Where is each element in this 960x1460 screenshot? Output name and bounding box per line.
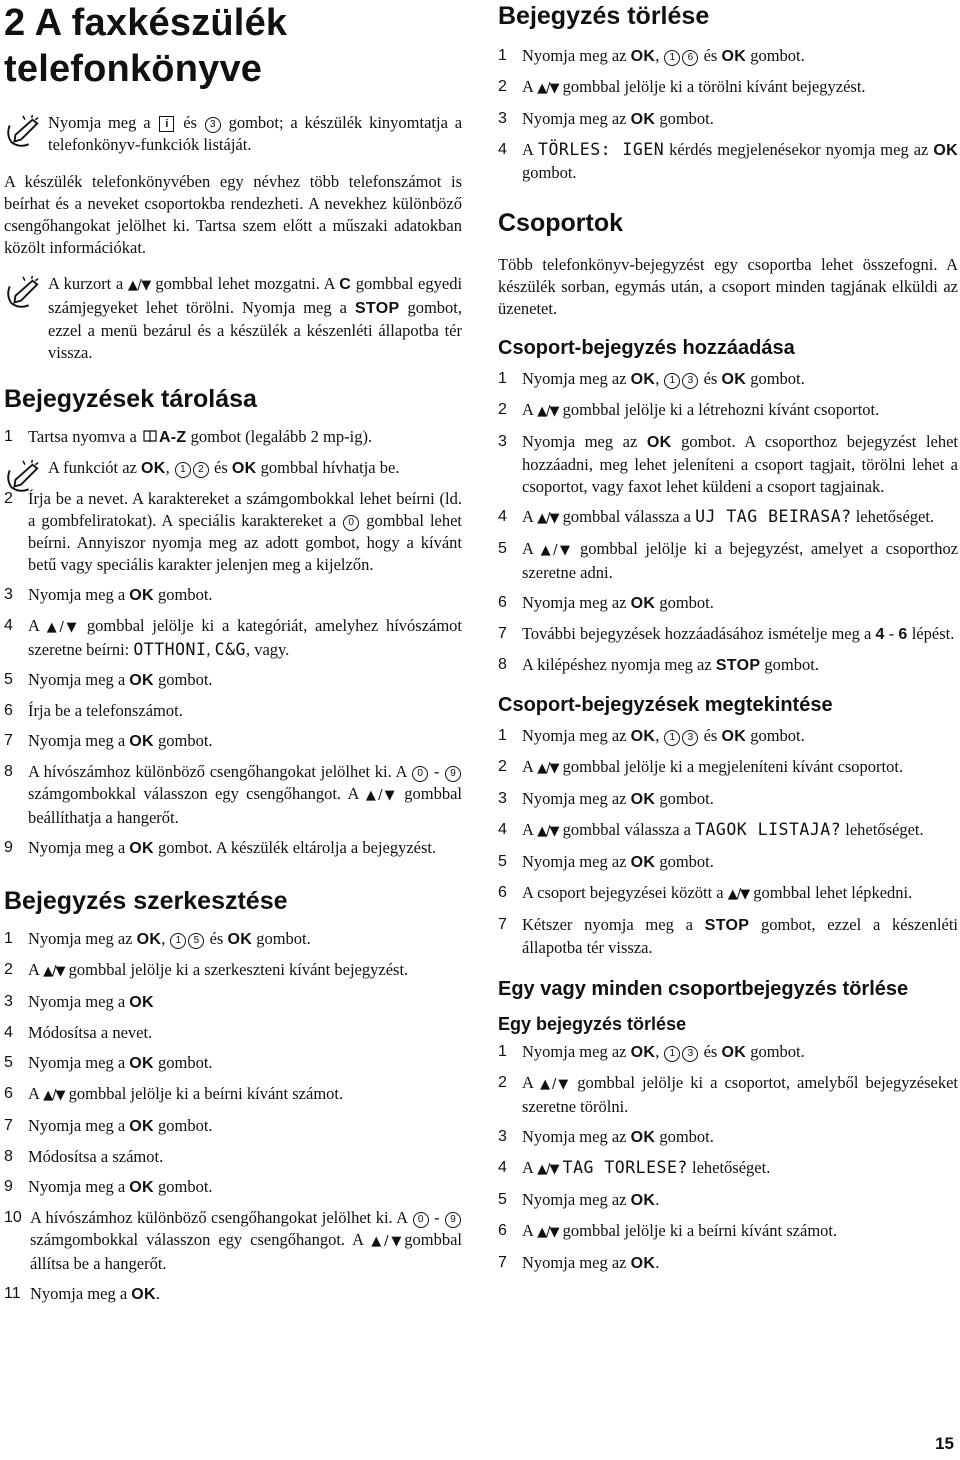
list-item: 1 Nyomja meg az OK, 1 5 és OK gombot.: [4, 929, 311, 948]
list-item: 5 Nyomja meg az OK.: [498, 1190, 660, 1209]
edit-steps: [4, 928, 462, 1306]
section-delgroup-heading: Egy vagy minden csoportbejegyzés törlése: [498, 978, 909, 1000]
list-item: 8 Módosítsa a számot.: [4, 1147, 164, 1166]
up-down-arrow-icon: ▲/▼: [537, 81, 559, 96]
list-item: 3 Nyomja meg a OK: [4, 992, 154, 1011]
section-view-heading: Csoport-bejegyzések megtekintése: [498, 694, 833, 716]
delete-steps: [498, 45, 958, 184]
delgroup-steps: [498, 1041, 958, 1275]
list-item: 7 Nyomja meg a OK gombot.: [4, 731, 213, 750]
up-down-arrow-icon: ▲/▼: [43, 1088, 65, 1103]
section-delete-heading: Bejegyzés törlése: [498, 2, 710, 30]
pencil-note-icon: [4, 114, 42, 150]
list-item: 1 Nyomja meg az OK, 1 3 és OK gombot.: [498, 369, 805, 388]
key-3-icon: 3: [205, 117, 221, 133]
tip-cursor: A kurzort a ▲/▼ gombbal lehet mozgatni. A C gombbal egyedi számjegyeket lehet törölni. Nyomja meg a STOP gombot, ezzel a menü bezárul és a készülék a készenléti állapotba tér vissza.: [4, 273, 462, 364]
up-down-arrow-icon: ▲/▼: [43, 964, 65, 979]
list-item: 2 Írja be a nevet. A karaktereket a számgombokkal lehet beírni (ld. a gombfeliratokat). A speciális karaktereket a 0 gombbal lehet beírni. Annyiszor nyomja meg az adott gombot, hogy a kívánt betű vagy speciális karakter jelenjen meg a kijelzőn.: [4, 489, 463, 574]
section-store-heading: Bejegyzések tárolása: [4, 385, 257, 413]
up-down-arrow-icon: ▲/▼: [727, 887, 750, 902]
list-item: 6 A ▲/▼ gombbal jelölje ki a beírni kívánt számot.: [4, 1084, 344, 1103]
list-item: 10 A hívószámhoz különböző csengőhangokat jelölhet ki. A 0 - 9 számgombokkal válasszon egy csengőhangot. A ▲/▼gombbal állítsa be a hangerőt.: [4, 1208, 463, 1273]
list-item: 3 Nyomja meg az OK gombot. A csoporthoz bejegyzést lehet hozzáadni, meg lehet jeleníteni a csoport tagjait, törölni lehet a csoportot, vagy faxot lehet küldeni a csoport tagjainak.: [498, 432, 959, 496]
add-steps: [498, 368, 958, 677]
c-key-label: C: [339, 276, 352, 293]
page-number: 15: [935, 1434, 954, 1453]
up-down-arrow-icon: ▲/▼: [537, 404, 559, 419]
up-down-arrow-icon: ▲/▼: [127, 278, 151, 293]
list-item: 7 Nyomja meg az OK.: [498, 1253, 660, 1272]
list-item: 11 Nyomja meg a OK.: [4, 1284, 160, 1303]
up-down-arrow-icon: ▲/▼: [540, 1077, 571, 1092]
view-steps: [498, 725, 958, 959]
right-column: [498, 0, 958, 1275]
list-item: 2 A ▲/▼ gombbal jelölje ki a létrehozni kívánt csoportot.: [498, 400, 880, 419]
list-item: 3 Nyomja meg az OK gombot.: [498, 789, 714, 808]
list-item: 7 Kétszer nyomja meg a STOP gombot, ezzel a készenléti állapotba tér vissza.: [498, 915, 959, 957]
section-groups-heading: Csoportok: [498, 209, 623, 237]
list-item: 5 A ▲/▼ gombbal jelölje ki a bejegyzést, amelyet a csoporthoz szeretne adni.: [498, 539, 959, 582]
up-down-arrow-icon: ▲/▼: [537, 761, 559, 776]
intro-paragraph: A készülék telefonkönyvében egy névhez több telefonszámot is beírhat és a neveket csoportokba rendezheti. A nevekhez különböző csengőhangokat jelölhet ki. Tartsa szem előtt a műszaki adatokban közölt információkat.: [4, 172, 462, 257]
list-item: 1 Nyomja meg az OK, 1 3 és OK gombot.: [498, 726, 805, 745]
section-edit-heading: Bejegyzés szerkesztése: [4, 887, 288, 915]
list-item: 1 Nyomja meg az OK, 1 3 és OK gombot.: [498, 1042, 805, 1061]
list-item: 5 Nyomja meg a OK gombot.: [4, 670, 213, 689]
list-item: 6 Írja be a telefonszámot.: [4, 701, 183, 720]
list-item: 2 A ▲/▼ gombbal jelölje ki a csoportot, amelyből bejegyzéseket szeretne törölni.: [498, 1073, 959, 1116]
list-item: 1 Nyomja meg az OK, 1 6 és OK gombot.: [498, 46, 805, 65]
up-down-arrow-icon: ▲/▼: [537, 1225, 559, 1240]
list-item: 3 Nyomja meg a OK gombot.: [4, 585, 213, 604]
list-item: 6 Nyomja meg az OK gombot.: [498, 593, 714, 612]
list-item: 3 Nyomja meg az OK gombot.: [498, 1127, 714, 1146]
section-delgroup-subheading: Egy bejegyzés törlése: [498, 1014, 687, 1034]
list-item: 3 Nyomja meg az OK gombot.: [498, 109, 714, 128]
chapter-title: 2 A faxkészülék telefonkönyve: [4, 2, 288, 90]
up-down-arrow-icon: ▲/▼: [537, 824, 559, 839]
up-down-arrow-icon: ▲/▼: [46, 620, 80, 635]
list-item: 2 A ▲/▼ gombbal jelölje ki a szerkeszteni kívánt bejegyzést.: [4, 960, 409, 979]
list-item: 5 Nyomja meg a OK gombot.: [4, 1053, 213, 1072]
list-item: 5 Nyomja meg az OK gombot.: [498, 852, 714, 871]
info-key-icon: i: [159, 116, 174, 132]
list-item: 2 A ▲/▼ gombbal jelölje ki a megjeleníteni kívánt csoportot.: [498, 757, 904, 776]
tip-ok12: A funkciót az OK, 1 2 és OK gombbal hívhatja be.: [4, 457, 462, 480]
list-item: 6 A ▲/▼ gombbal jelölje ki a beírni kívánt számot.: [498, 1221, 838, 1240]
up-down-arrow-icon: ▲/▼: [540, 543, 573, 558]
list-item: 4 A ▲/▼ gombbal jelölje ki a kategóriát, amelyhez hívószámot szeretne beírni: OTTHONI, C&G, vagy.: [4, 616, 463, 659]
list-item: 6 A csoport bejegyzései között a ▲/▼ gombbal lehet lépkedni.: [498, 883, 913, 902]
up-down-arrow-icon: ▲/▼: [365, 788, 397, 803]
list-item: 9 Nyomja meg a OK gombot.: [4, 1177, 213, 1196]
list-item: 7 További bejegyzések hozzáadásához ismételje meg a 4 - 6 lépést.: [498, 624, 955, 643]
groups-intro: Több telefonkönyv-bejegyzést egy csoportba lehet összefogni. A készülék sorban, egymás után, a csoport minden tagjának elküldi az üzenetet.: [498, 255, 958, 318]
list-item: 8 A hívószámhoz különböző csengőhangokat jelölhet ki. A 0 - 9számgombokkal válasszon egy csengőhangot. A ▲/▼ gombbal beállíthatja a hangerőt.: [4, 762, 463, 827]
tip-print-list: Nyomja meg a i és 3 gombot; a készülék kinyomtatja a telefonkönyv-funkciók listáját.: [4, 112, 462, 156]
phonebook-icon: [143, 430, 157, 443]
list-item: 4 A ▲/▼ gombbal válassza a TAGOK LISTAJA? lehetőséget.: [498, 820, 924, 839]
left-column: [4, 0, 462, 1306]
list-item: 1 Tartsa nyomva a A-Z gombot (legalább 2 mp-ig).: [4, 427, 373, 446]
list-item: 4 A TÖRLES: IGEN kérdés megjelenésekor nyomja meg az OK gombot.: [498, 140, 958, 182]
list-item: 2 A ▲/▼ gombbal jelölje ki a törölni kívánt bejegyzést.: [498, 77, 866, 96]
list-item: 9 Nyomja meg a OK gombot. A készülék eltárolja a bejegyzést.: [4, 838, 437, 857]
up-down-arrow-icon: ▲/▼: [371, 1234, 405, 1249]
up-down-arrow-icon: ▲/▼: [537, 1162, 559, 1177]
up-down-arrow-icon: ▲/▼: [537, 511, 559, 526]
list-item: 4 Módosítsa a nevet.: [4, 1023, 153, 1042]
list-item: 7 Nyomja meg a OK gombot.: [4, 1116, 213, 1135]
store-steps: [4, 426, 462, 449]
section-add-heading: Csoport-bejegyzés hozzáadása: [498, 337, 795, 359]
list-item: 8 A kilépéshez nyomja meg az STOP gombot.: [498, 655, 819, 674]
list-item: 4 A ▲/▼ TAG TORLESE? lehetőséget.: [498, 1158, 771, 1177]
pencil-note-icon: [4, 275, 42, 311]
store-steps-cont: [4, 488, 462, 860]
list-item: 4 A ▲/▼ gombbal válassza a UJ TAG BEIRASA? lehetőséget.: [498, 507, 935, 526]
